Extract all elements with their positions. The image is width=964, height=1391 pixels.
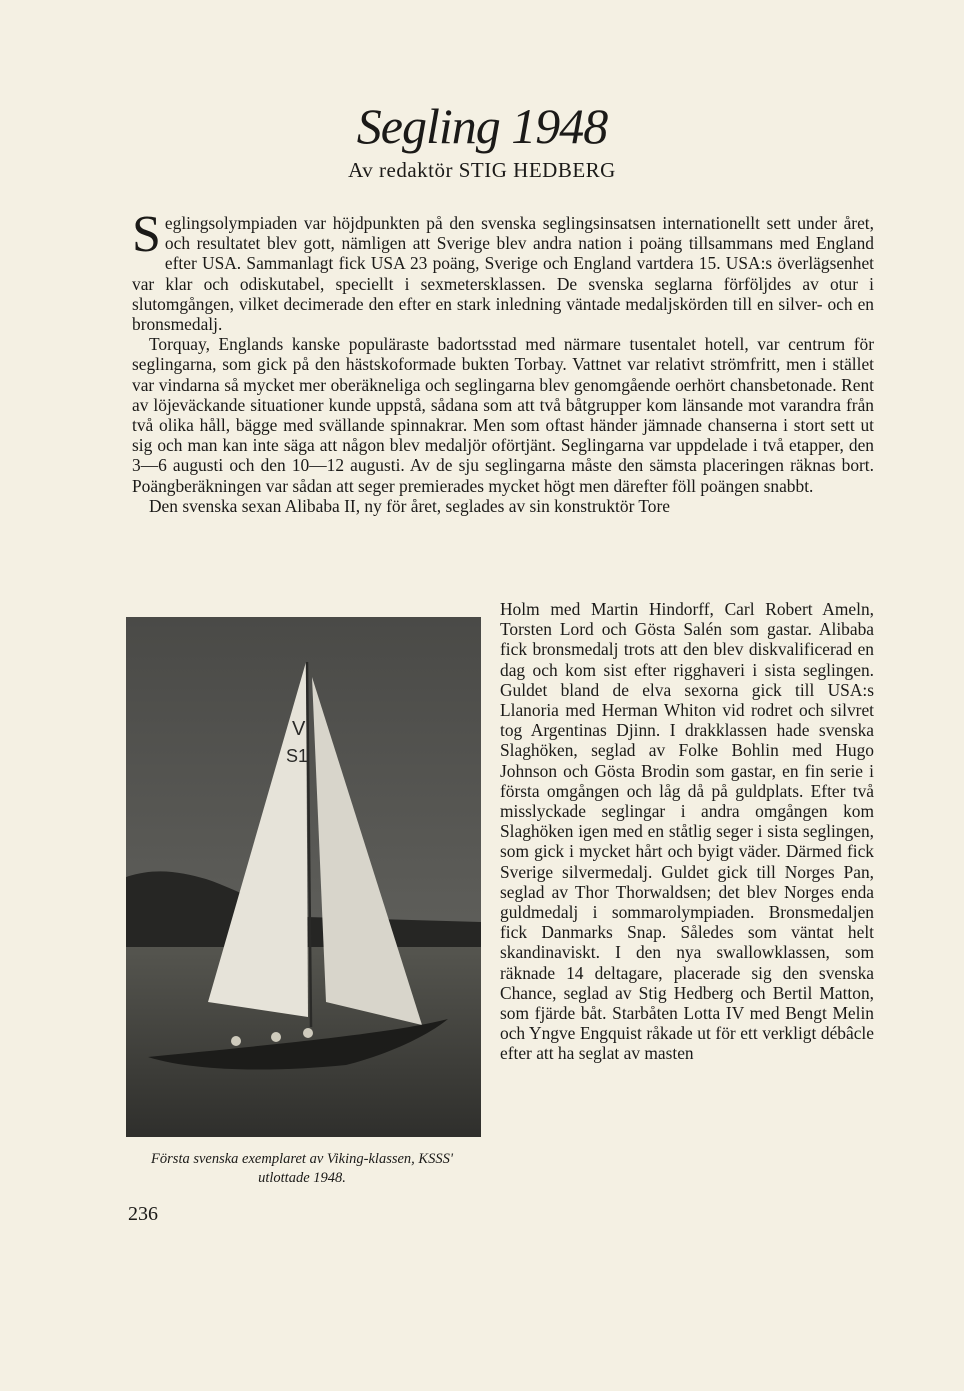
article-byline: Av redaktör STIG HEDBERG (348, 158, 616, 182)
sailboat-photo (126, 617, 481, 1137)
crew-member (271, 1032, 281, 1042)
paragraph-1 (132, 206, 874, 335)
paragraph-1-text: eglingsolympiaden var höjdpunkten på den svenska seglingsinsatsen internationellt sett under året, och resultatet blev gott, nämligen att Sverige blev andra nation i poäng tillsammans med England efter USA. Sammanlagt fick USA 23 poäng, Sverige och England vartdera 15. USA:s överlägsenhet var klar och odiskutabel, speciellt i sexmetersklassen. De svenska seglarna förföljdes av otur i slutomgången, vilket decimerade den efter en stark inledning väntade medaljskörden till en silver- och en bronsmedalj. (132, 213, 874, 335)
drop-cap: S (132, 206, 161, 263)
sail-mark: S1 (286, 746, 309, 766)
article-intro (132, 206, 874, 516)
photo-caption: Första svenska exemplaret av Viking-klassen, KSSS' utlottade 1948. (151, 1151, 453, 1186)
paragraph-3-start: Den svenska sexan Alibaba II, ny för året, seglades av sin konstruktör Tore (149, 495, 671, 516)
crew-member (303, 1028, 313, 1038)
sail-number: V (292, 718, 306, 740)
article-title: Segling 1948 (356, 98, 608, 154)
paragraph-2: Torquay, Englands kanske populäraste badortsstad med närmare tusentalet hotell, var centrum för seglingarna, som gick på den hästskoformade bukten Torbay. Vattnet var relativt strömfritt, men i stället var vindarna så mycket mer oberäkneliga och seglingarna blev genomgående oerhört chansbetonade. Rent av löjeväckande situationer kunde uppstå, sådana som att två båtgrupper kom länsande mot varandra från två olika håll, bägge med svällande spinnakrar. Men som oftast händer jämnade chanserna i stort sett ut sig och man kan inte säga att någon blev medaljör oförtjänt. Seglingarna var uppdelade i två etapper, den 3—6 augusti och den 10—12 augusti. Av de sju seglingarna måste den sämsta placeringen räknas bort. Poängberäkningen var sådan att seger premierades mycket högt men därefter föll poängen snabbt. (132, 334, 874, 496)
sailboat-illustration (126, 617, 481, 1137)
page-number: 236 (128, 1203, 158, 1225)
crew-member (231, 1036, 241, 1046)
article-column: Holm med Martin Hindorff, Carl Robert Ameln, Torsten Lord och Gösta Salén som gastar. Alibaba fick bronsmedalj trots att den blev diskvalificerad en dag och kom sist efter rigghaveri i sista seglingen. Guldet bland de elva sexorna gick till USA:s Llanoria med Herman Whiton vid rodret och silvret tog Argentinas Djinn. I drakklassen hade svenska Slaghöken, seglad av Folke Bohlin med Hugo Johnson och Gösta Brodin som gastar, en fin serie i första omgången och låg då på guldplats. Efter två misslyckade seglingar i andra omgången kom Slaghöken igen med en ståtlig seger i sista seglingen, som gick i mycket hårt och byigt väder. Därmed fick Sverige silvermedalj. Guldet gick till Norges Pan, seglad av Thor Thorwaldsen; det blev Norges enda guldmedalj i sommarolympiaden. Bronsmedaljen fick Danmarks Snap. Således som väntat helt skandinaviskt. I den nya swallowklassen, som räknade 14 deltagare, placerade sig den svenska Chance, seglad av Stig Hedberg och Bertil Matton, som fjärde båt. Starbåten Lotta IV med Bengt Melin och Yngve Engquist råkade ut för ett verkligt débâcle efter att ha seglat av masten (500, 599, 874, 1064)
